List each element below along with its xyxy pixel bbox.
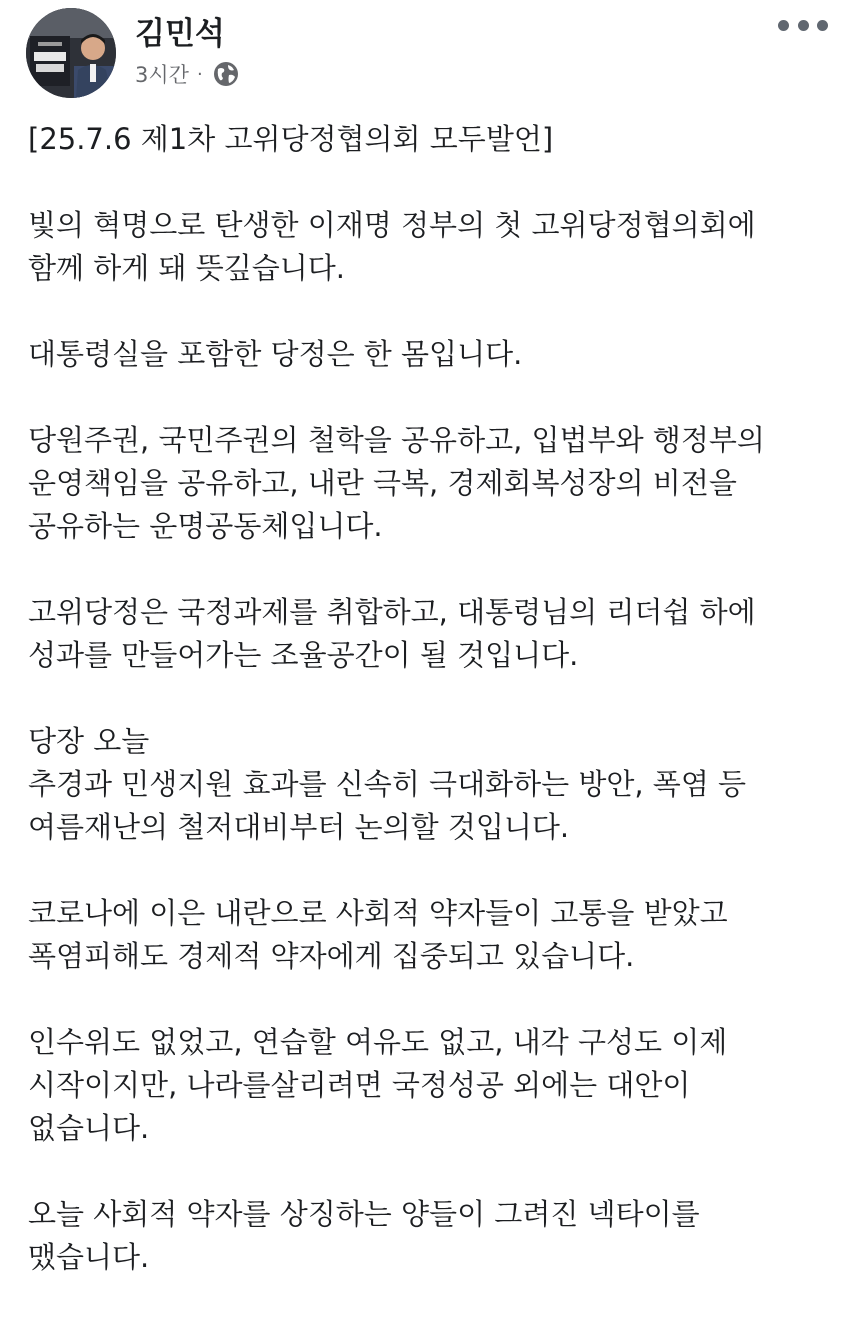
more-options-icon-dot — [798, 20, 809, 31]
more-options-icon-dot — [817, 20, 828, 31]
profile-photo-icon — [26, 8, 116, 98]
more-options-button[interactable] — [778, 10, 828, 40]
globe-icon[interactable] — [213, 61, 239, 87]
post-paragraph: 빛의 혁명으로 탄생한 이재명 정부의 첫 고위당정협의회에 함께 하게 돼 뜻깊습니다. — [28, 208, 756, 285]
more-options-icon — [778, 20, 789, 31]
post-paragraph: 오늘 사회적 약자를 상징하는 양들이 그려진 넥타이를 맸습니다. — [28, 1197, 700, 1274]
author-name[interactable]: 김민석 — [135, 16, 225, 52]
meta-separator: · — [196, 63, 203, 85]
post-paragraph: 당장 오늘 추경과 민생지원 효과를 신속히 극대화하는 방안, 폭염 등 여름재난의 철저대비부터 논의할 것입니다. — [28, 724, 747, 844]
post-title-line: [25.7.6 제1차 고위당정협의회 모두발언] — [28, 122, 554, 156]
author-avatar[interactable] — [26, 8, 116, 98]
post-time[interactable]: 3시간 — [135, 63, 189, 87]
post-body — [28, 118, 828, 1322]
post-paragraph: 고위당정은 국정과제를 취합하고, 대통령님의 리더쉽 하에 성과를 만들어가는 조율공간이 될 것입니다. — [28, 595, 756, 672]
post-header — [0, 0, 850, 110]
post-meta — [135, 58, 239, 90]
post-paragraph: 대통령실을 포함한 당정은 한 몸입니다. — [28, 337, 523, 371]
post-paragraph: 당원주권, 국민주권의 철학을 공유하고, 입법부와 행정부의 운영책임을 공유하고, 내란 극복, 경제회복성장의 비전을 공유하는 운명공동체입니다. — [28, 423, 765, 543]
post-paragraph: 코로나에 이은 내란으로 사회적 약자들이 고통을 받았고 폭염피해도 경제적 약자에게 집중되고 있습니다. — [28, 896, 728, 973]
post-paragraph: 인수위도 없었고, 연습할 여유도 없고, 내각 구성도 이제 시작이지만, 나라를살리려면 국정성공 외에는 대안이 없습니다. — [28, 1025, 728, 1145]
